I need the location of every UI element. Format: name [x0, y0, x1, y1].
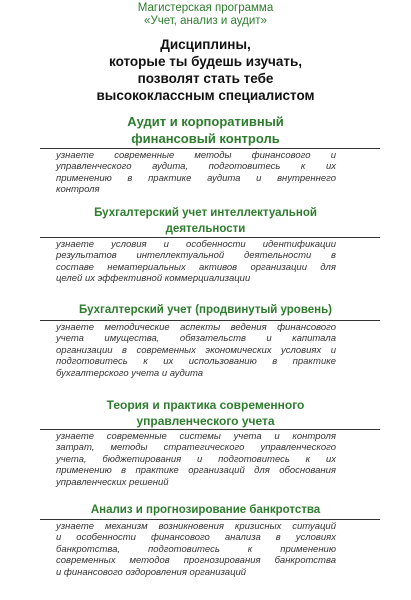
section-divider	[40, 237, 380, 238]
headline-line: Дисциплины,	[160, 37, 251, 52]
description-line: затрат, методы стратегического управленческого	[56, 442, 336, 454]
section-divider	[40, 519, 380, 520]
section-title: Бухгалтерский учет интеллектуальной	[94, 207, 317, 219]
description-line: и финансового оздоровления организаций	[56, 566, 247, 578]
program-name: «Учет, анализ и аудит»	[144, 15, 267, 27]
description-line: учета имущества, обязательств и капитала	[56, 333, 336, 345]
description-line: управленческого аудита, подготовитесь к их	[56, 161, 336, 173]
description-line: контроля	[56, 184, 100, 196]
headline-line: позволят стать тебе	[137, 71, 274, 86]
section-title: управленческого учета	[136, 414, 275, 428]
program-label: Магистерская программа	[137, 2, 274, 14]
section-divider	[40, 429, 380, 430]
description-line: узнаете методические аспекты ведения финансового	[56, 322, 336, 333]
description-line: и особенности финансового анализа в условиях	[56, 532, 336, 544]
description-line: узнаете современные методы финансового и	[56, 150, 336, 161]
description-line: подготовитесь к их использованию в практике	[56, 356, 336, 368]
description-line: применению в практике организаций для обоснования	[56, 465, 336, 477]
description-line: учета, бюджетирования и подготовитесь к их	[56, 453, 336, 465]
description-line: узнаете механизм возникновения кризисных ситуаций	[56, 521, 336, 532]
description-line: узнаете современные системы учета и контроля	[56, 431, 336, 442]
section-description	[56, 150, 336, 196]
section-description	[56, 239, 336, 285]
description-line: узнаете условия и особенности идентификации	[56, 239, 336, 250]
description-line: составе нематериальных активов организации для	[56, 261, 336, 273]
description-line: современных методов прогнозирования банкротства	[56, 555, 336, 567]
headline-line: высококлассным специалистом	[96, 88, 315, 103]
section-title: деятельности	[165, 223, 246, 235]
description-line: бухгалтерского учета и аудита	[56, 367, 204, 379]
description-line: банкротства, подготовитесь к применению	[56, 543, 336, 555]
section-divider	[40, 148, 380, 149]
description-line: организации в современных экономических условиях и	[56, 344, 336, 356]
section-divider	[40, 320, 380, 321]
section-description	[56, 521, 336, 578]
section-title: Теория и практика современного	[106, 398, 305, 412]
section-title: финансовый контроль	[131, 131, 280, 146]
section-description	[56, 322, 336, 379]
section-title: Анализ и прогнозирование банкротства	[90, 504, 321, 516]
description-line: целей их эффективной коммерциализации	[56, 273, 251, 285]
headline-line: которые ты будешь изучать,	[109, 54, 302, 69]
section-title: Аудит и корпоративный	[127, 114, 284, 129]
description-line: результатов интеллектуальной деятельности в	[56, 250, 336, 262]
description-line: управленческих решений	[56, 476, 169, 488]
description-line: применению в практике аудита и внутреннего	[56, 172, 336, 184]
section-description	[56, 431, 336, 488]
section-title: Бухгалтерский учет (продвинутый уровень)	[79, 304, 332, 316]
